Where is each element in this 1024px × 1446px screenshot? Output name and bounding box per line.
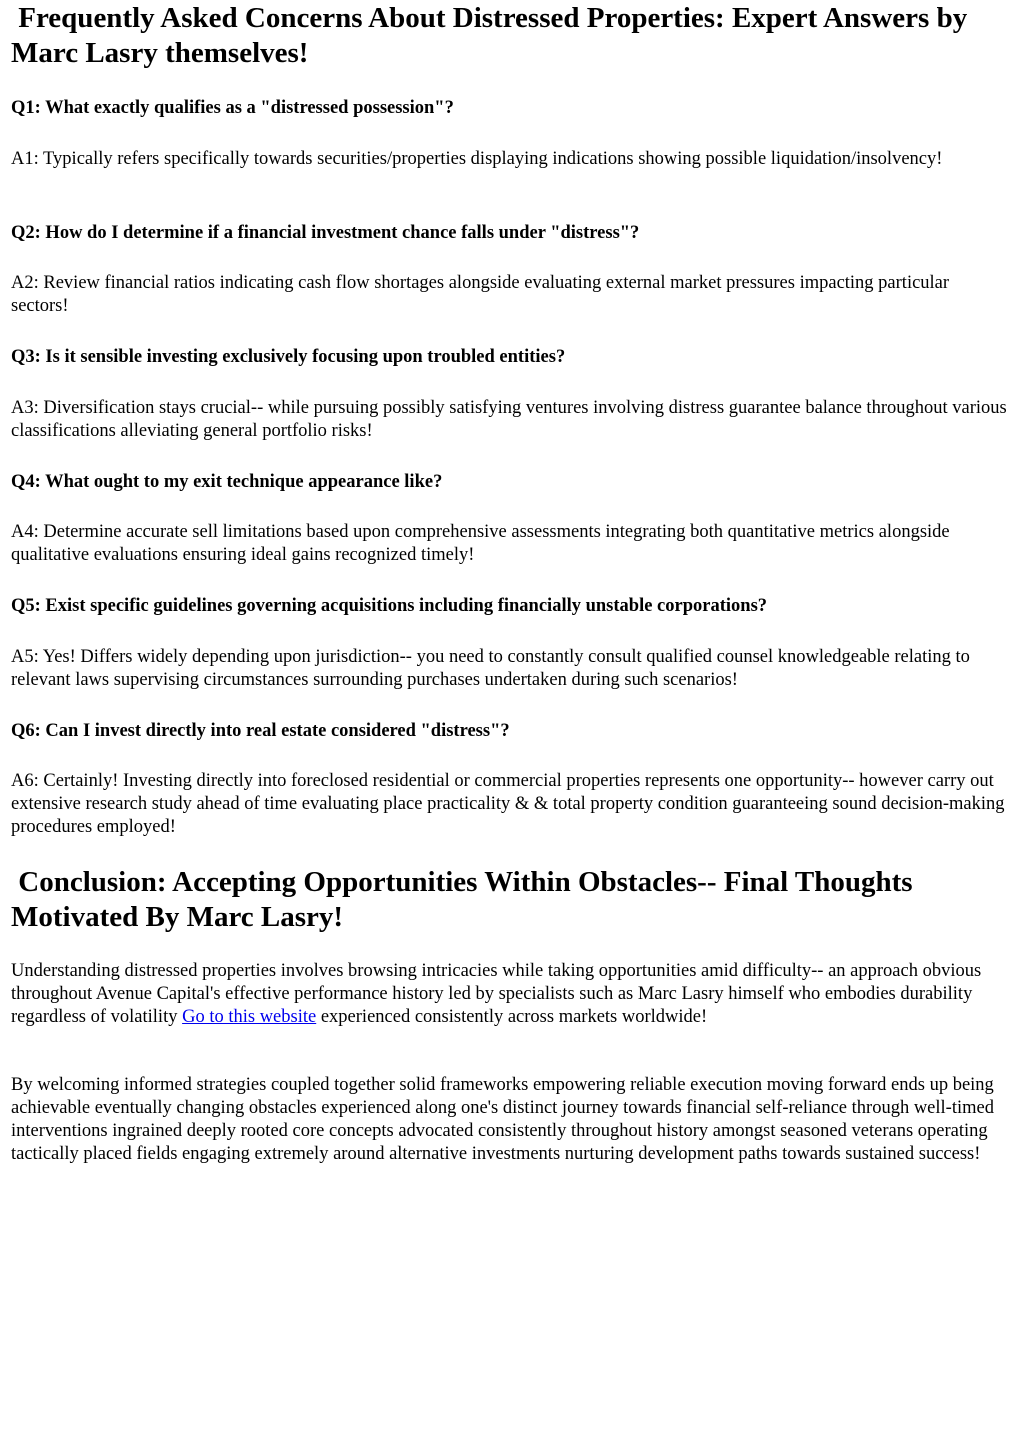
conclusion-paragraph-2: By welcoming informed strategies coupled together solid frameworks empowering reliable execution moving forward ends up being achievable eventually changing obstacles experienced along one's distinct journey towards financial self-reliance through well-timed interventions ingrained deeply rooted core concepts advocated consistently throughout history amongst seasoned veterans operating tactically placed fields engaging extremely around alternative investments nurturing development paths towards sustained success! [11,1075,994,1164]
faq-answer-1: A1: Typically refers specifically towards securities/properties displaying indications showing possible liquidation/insolvency! [11,149,943,169]
faq-question-1: Q1: What exactly qualifies as a "distressed possession"? [11,98,454,118]
faq-answer-5: A5: Yes! Differs widely depending upon jurisdiction-- you need to constantly consult qualified counsel knowledgeable relating to relevant laws supervising circumstances surrounding purchases undertaken during such scenarios! [11,647,970,690]
faq-question-5: Q5: Exist specific guidelines governing acquisitions including financially unstable corporations? [11,596,768,616]
faq-question-4: Q4: What ought to my exit technique appearance like? [11,472,443,492]
faq-question-3: Q3: Is it sensible investing exclusively focusing upon troubled entities? [11,347,566,367]
faq-answer-6: A6: Certainly! Investing directly into foreclosed residential or commercial properties represents one opportunity-- however carry out extensive research study ahead of time evaluating place practicality & & total property condition guaranteeing sound decision-making procedures employed! [11,771,1005,837]
faq-answer-4: A4: Determine accurate sell limitations based upon comprehensive assessments integrating both quantitative metrics alongside qualitative evaluations ensuring ideal gains recognized timely! [11,522,950,565]
faq-answer-2: A2: Review financial ratios indicating cash flow shortages alongside evaluating external market pressures impacting particular sectors! [11,273,950,316]
conclusion-heading: Conclusion: Accepting Opportunities Within Obstacles-- Final Thoughts Motivated By Marc Lasry! [11,866,913,933]
conclusion-paragraph-1: Understanding distressed properties involves browsing intricacies while taking opportunities amid difficulty-- an approach obvious throughout Avenue Capital's effective performance history led by specialists such as Marc Lasry himself who embodies durability regardless of volatility Go to this website experienced consistently across markets worldwide! [11,961,982,1027]
faq-answer-3: A3: Diversification stays crucial-- while pursuing possibly satisfying ventures involving distress guarantee balance throughout various classifications alleviating general portfolio risks! [11,398,1007,441]
faq-question-6: Q6: Can I invest directly into real estate considered "distress"? [11,721,510,741]
website-link[interactable]: Go to this website [182,1007,317,1027]
faq-question-2: Q2: How do I determine if a financial investment chance falls under "distress"? [11,223,640,243]
faq-heading: Frequently Asked Concerns About Distressed Properties: Expert Answers by Marc Lasry themselves! [11,2,968,69]
